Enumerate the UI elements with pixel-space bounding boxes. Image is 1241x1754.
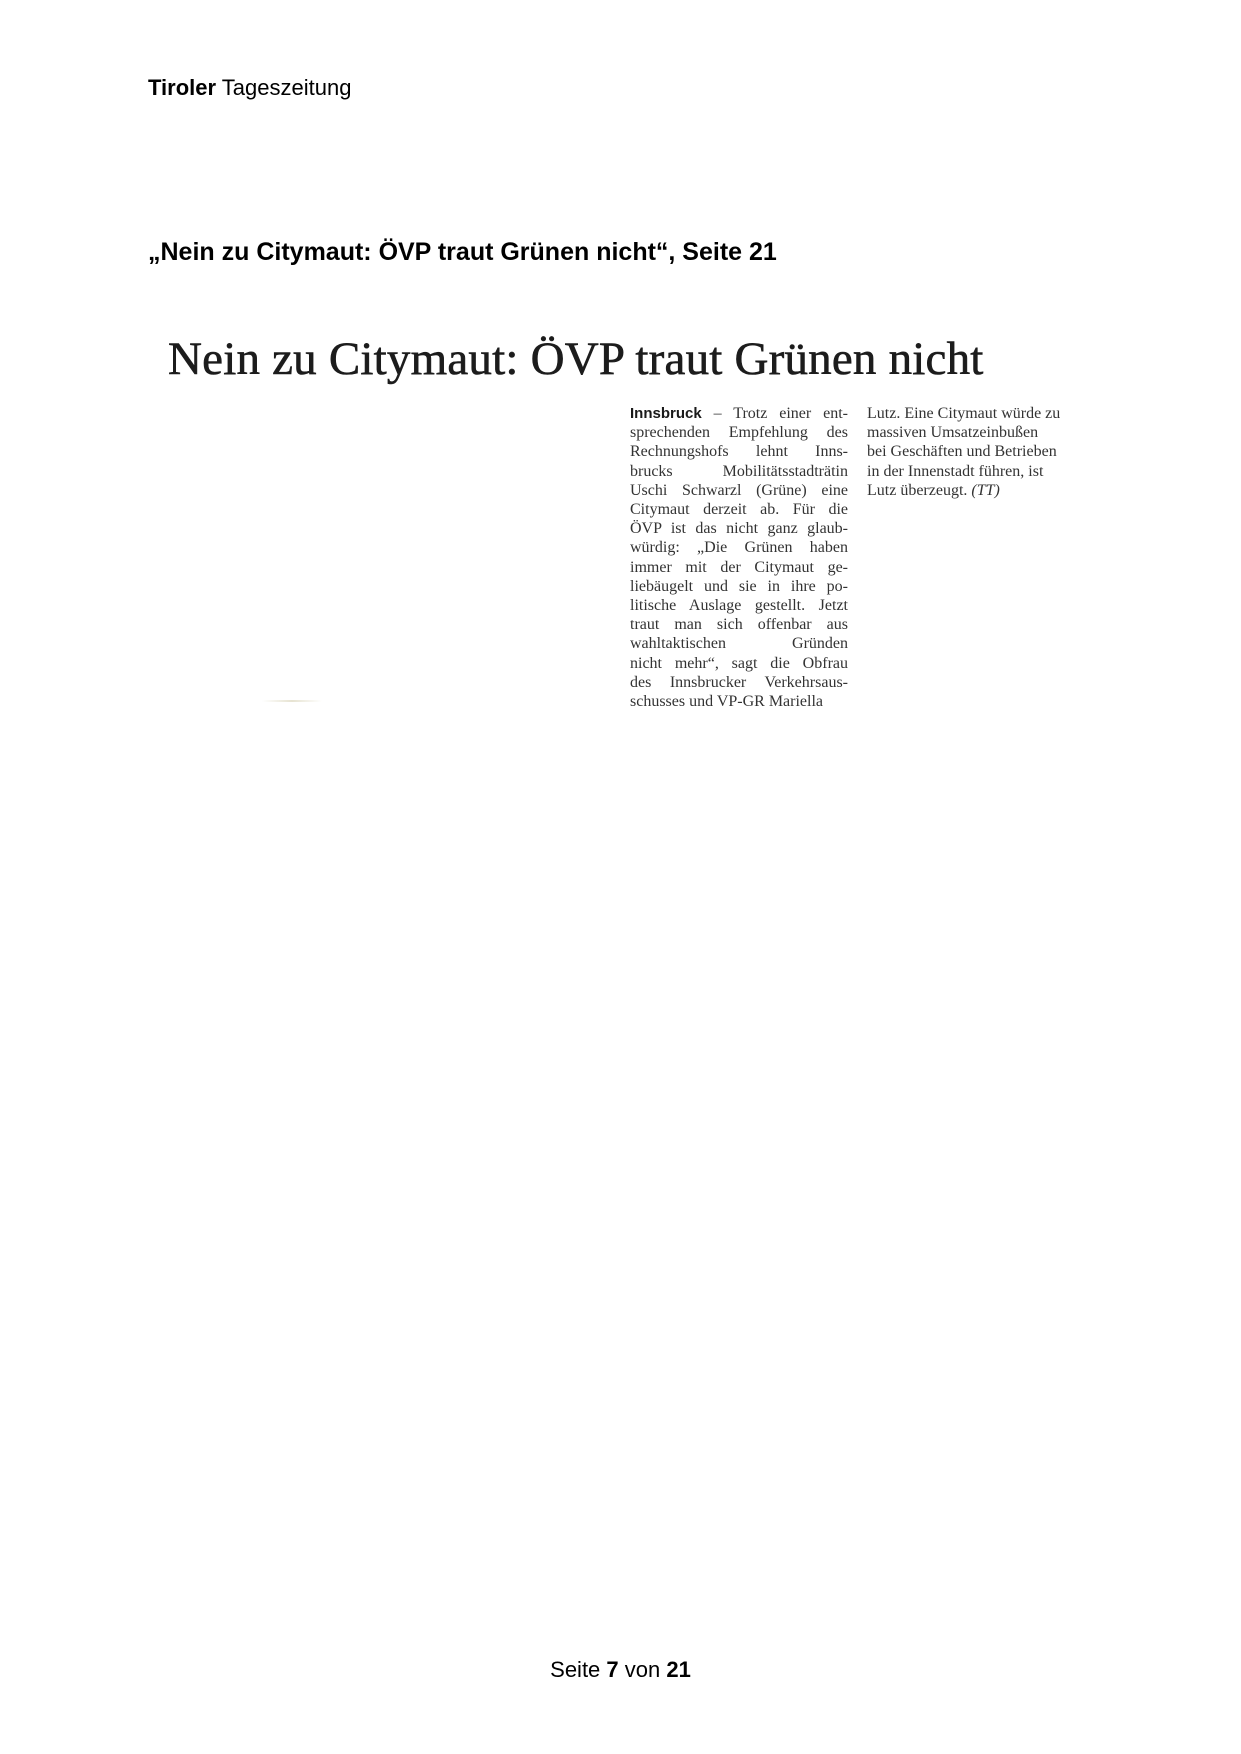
article-line: massiven Umsatzeinbußen <box>867 424 1039 442</box>
page-number-footer <box>0 1656 1241 1684</box>
article-line: wahltaktischen Gründen <box>630 635 848 653</box>
article-line: Citymaut derzeit ab. Für die <box>630 501 848 519</box>
article-line: traut man sich offenbar aus <box>630 616 848 634</box>
article-line: Uschi Schwarzl (Grüne) eine <box>630 481 848 499</box>
article-line: Rechnungshofs lehnt Inns- <box>630 443 848 461</box>
article-line: brucks Mobilitätsstadträtin <box>630 462 848 480</box>
article-reference-title: „Nein zu Citymaut: ÖVP traut Grünen nicht“, Seite 21 <box>148 238 777 266</box>
newspaper-clipping <box>152 330 1092 710</box>
scan-artifact <box>262 700 322 702</box>
article-line: des Innsbrucker Verkehrsaus- <box>630 673 848 691</box>
article-line: in der Innenstadt führen, ist <box>867 462 1044 480</box>
article-line <box>630 404 848 423</box>
page-label: Seite <box>550 1657 607 1682</box>
article-column-1 <box>630 404 848 711</box>
article-column-2 <box>867 404 1090 500</box>
article-line: bei Geschäften und Betrieben <box>867 443 1057 461</box>
article-line-text: – Trotz einer ent- <box>701 405 848 422</box>
publication-name-bold: Tiroler <box>148 75 217 100</box>
page-separator: von <box>618 1657 667 1682</box>
article-line: immer mit der Citymaut ge- <box>630 558 848 576</box>
article-line: schusses und VP-GR Mariella <box>630 693 824 711</box>
article-line-text: Lutz überzeugt. <box>867 481 972 499</box>
source-tag: (TT) <box>971 481 1000 499</box>
publication-name-rest: Tageszeitung <box>216 75 352 100</box>
current-page-number: 7 <box>606 1657 619 1682</box>
article-line: würdig: „Die Grünen haben <box>630 539 848 557</box>
article-line: nicht mehr“, sagt die Obfrau <box>630 654 848 672</box>
publication-header <box>148 74 351 102</box>
total-pages-number: 21 <box>666 1657 691 1682</box>
article-line: sprechenden Empfehlung des <box>630 424 848 442</box>
article-line: ÖVP ist das nicht ganz glaub- <box>630 520 848 538</box>
article-line: Lutz. Eine Citymaut würde zu <box>867 405 1061 422</box>
article-dateline: Innsbruck <box>630 405 702 422</box>
article-line: litische Auslage gestellt. Jetzt <box>630 597 848 615</box>
article-line-last <box>867 481 1090 500</box>
clipping-headline: Nein zu Citymaut: ÖVP traut Grünen nicht <box>168 333 984 385</box>
article-line: liebäugelt und sie in ihre po- <box>630 577 848 595</box>
